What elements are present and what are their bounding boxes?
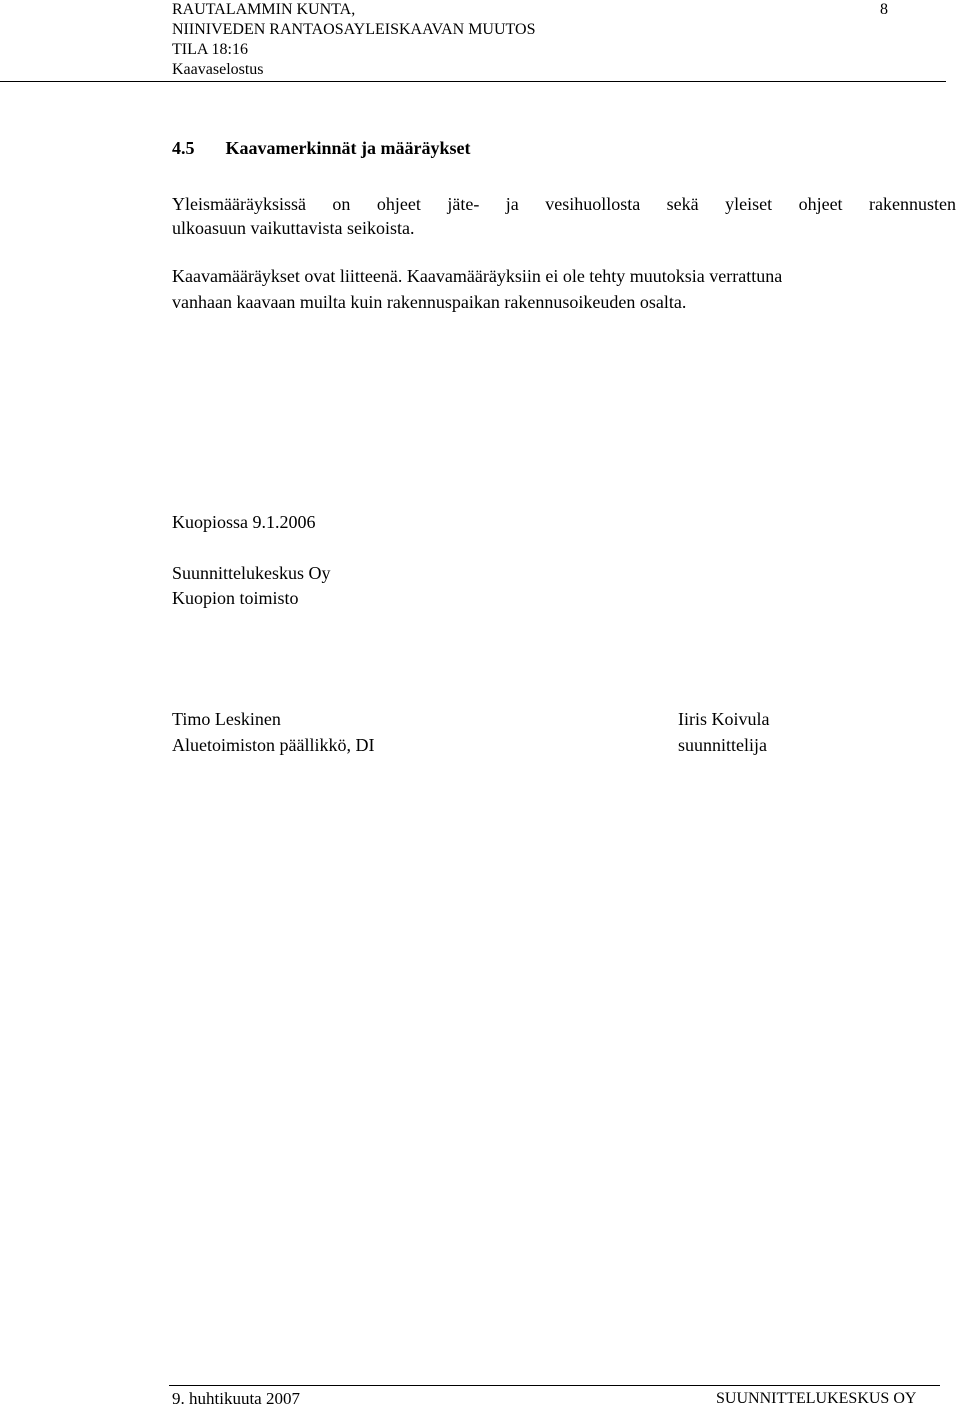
paragraph-2-line-2: vanhaan kaavaan muilta kuin rakennuspaikan rakennusoikeuden osalta.: [172, 292, 687, 312]
paragraph-2-line-1: Kaavamääräykset ovat liitteenä. Kaavamääräyksiin ei ole tehty muutoksia verrattuna: [172, 266, 783, 286]
signatory-1-name: Timo Leskinen: [172, 709, 281, 729]
header-block: [172, 0, 535, 80]
header-line-doc-type: Kaavaselostus: [172, 61, 264, 78]
signatory-1-title: Aluetoimiston päällikkö, DI: [172, 735, 375, 755]
header-line-plan: NIINIVEDEN RANTAOSAYLEISKAAVAN MUUTOS: [172, 21, 536, 38]
header-line-estate: TILA 18:16: [172, 41, 248, 58]
paragraph-1-line-2: ulkoasuun vaikuttavista seikoista.: [172, 218, 415, 238]
signatory-2-name: Iiris Koivula: [678, 709, 770, 729]
place-date: Kuopiossa 9.1.2006: [172, 512, 316, 532]
footer-company: SUUNNITTELUKESKUS OY: [716, 1390, 917, 1407]
paragraph-1-line-1: Yleismääräyksissä on ohjeet jäte- ja vesihuollosta sekä yleiset ohjeet rakennusten: [172, 194, 956, 214]
signatory-2-title: suunnittelija: [678, 735, 767, 755]
page-number: 8: [880, 1, 888, 18]
company-office: Kuopion toimisto: [172, 588, 299, 608]
footer-date-text: 9. huhtikuuta 2007: [172, 1389, 300, 1408]
section-heading: [172, 138, 470, 159]
company-name: Suunnittelukeskus Oy: [172, 563, 331, 583]
header-line-municipality: RAUTALAMMIN KUNTA,: [172, 1, 356, 18]
section-title: Kaavamerkinnät ja määräykset: [225, 138, 471, 158]
section-number: 4.5: [172, 138, 195, 158]
footer-date: [172, 1389, 300, 1409]
header-rule: [0, 81, 946, 82]
footer-rule: [169, 1385, 940, 1386]
